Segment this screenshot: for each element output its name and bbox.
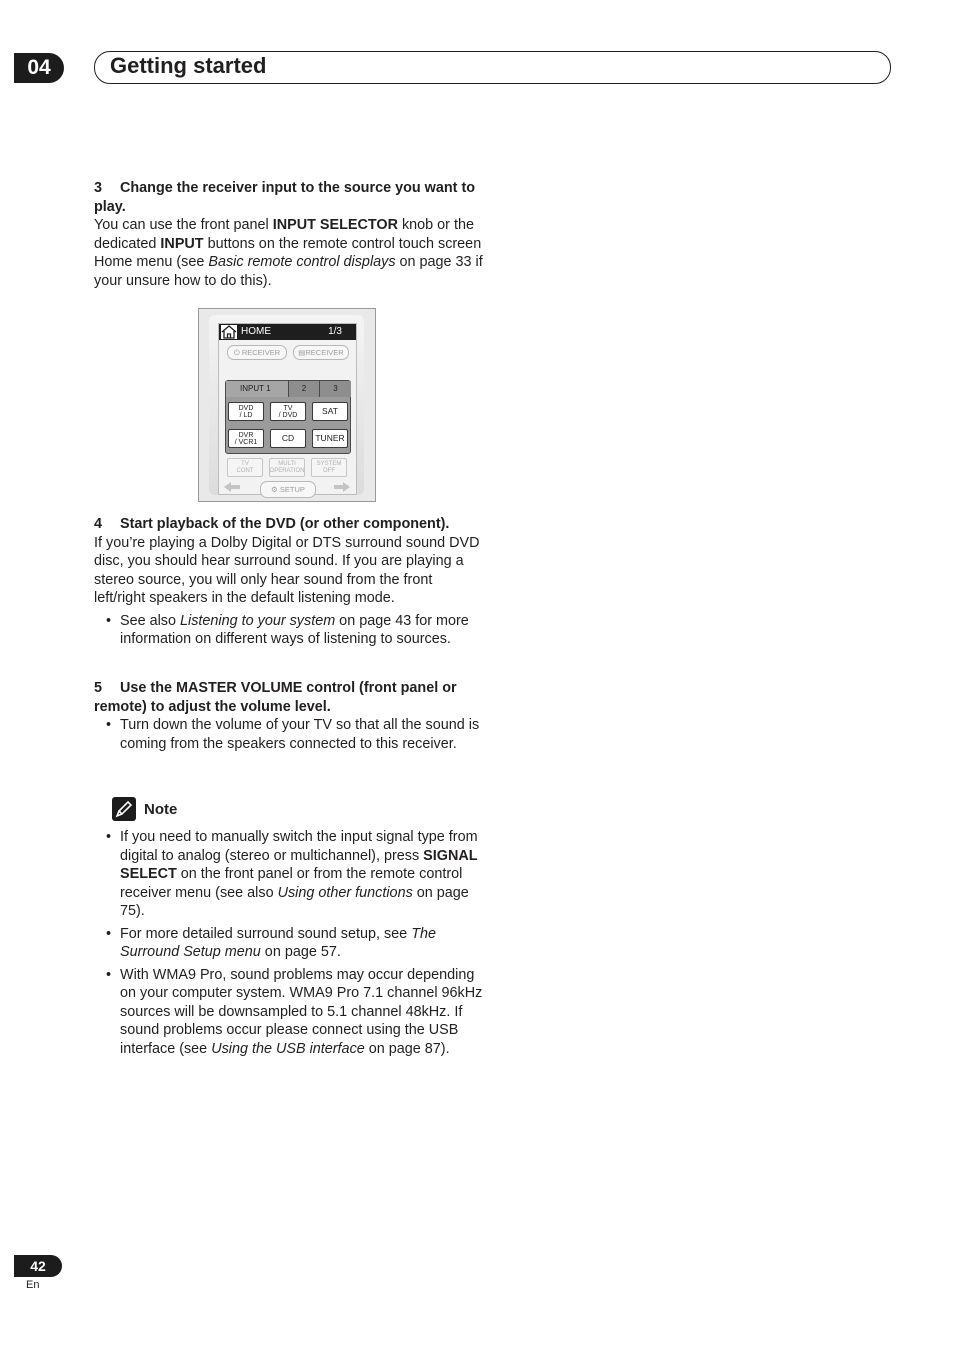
tuner-button: TUNER (312, 429, 348, 448)
tab-input-2: 2 (288, 381, 319, 397)
note-list (94, 828, 484, 1062)
chapter-title-box (94, 51, 891, 84)
step-4-heading: 4 Start playback of the DVD (or other component). (94, 516, 450, 532)
receiver-power-button: ⏻ RECEIVER (227, 345, 287, 360)
step-5-heading: 5 Use the MASTER VOLUME control (front panel or remote) to adjust the volume level. (94, 680, 457, 715)
list-item: • With WMA9 Pro, sound problems may occur depending on your computer system. WMA9 Pro 7.1 channel 96kHz sources will be downsampled to 5.1 channel 48kHz. If sound problems occur please connect using the USB interface (see Using the USB interface on page 87). (94, 966, 484, 1059)
remote-page-indicator: 1/3 (328, 326, 342, 337)
pencil-note-icon (112, 797, 136, 821)
list-item: • For more detailed surround sound setup, see The Surround Setup menu on page 57. (94, 925, 484, 962)
input-panel (225, 380, 351, 454)
tv-cont-button: TV CONT (227, 458, 263, 477)
remote-illustration (198, 308, 376, 502)
step-4-body: If you’re playing a Dolby Digital or DTS surround sound DVD disc, you should hear surround sound. If you are playing a stereo source, you will only hear sound from the front left/right speakers in the default listening mode. (94, 534, 480, 606)
step-4 (94, 515, 484, 653)
step-3-body: You can use the front panel INPUT SELECTOR knob or the dedicated INPUT buttons on the remote control touch screen Home menu (see Basic remote control displays on page 33 if your unsure how to do this). (94, 217, 483, 289)
sat-button: SAT (312, 402, 348, 421)
tv-dvd-button: TV / DVD (270, 402, 306, 421)
step-5 (94, 679, 484, 757)
cd-button: CD (270, 429, 306, 448)
home-icon (221, 325, 237, 339)
system-off-button: SYSTEM OFF (311, 458, 347, 477)
left-arrow-icon (223, 481, 241, 493)
receiver-menu-button: ▤RECEIVER (293, 345, 349, 360)
remote-home-title: HOME (241, 326, 271, 337)
language-code: En (26, 1279, 40, 1291)
multi-operation-button: MULTI OPERATION (269, 458, 305, 477)
tab-input-3: 3 (319, 381, 351, 397)
remote-touch-screen (218, 323, 357, 495)
list-item: • See also Listening to your system on page 43 for more information on different ways of listening to sources. (94, 612, 484, 649)
remote-icon: ▤ (298, 348, 306, 357)
list-item: • Turn down the volume of your TV so that all the sound is coming from the speakers connected to this receiver. (94, 716, 484, 753)
remote-home-header (219, 324, 356, 340)
list-item: • If you need to manually switch the input signal type from digital to analog (stereo or multichannel), press SIGNAL SELECT on the front panel or from the remote control receiver menu (see also Using other functions on page 75). (94, 828, 484, 921)
note-label: Note (144, 801, 178, 818)
dvr-vcr1-button: DVR / VCR1 (228, 429, 264, 448)
power-icon: ⏻ (233, 348, 240, 357)
step-3 (94, 179, 484, 290)
dvd-ld-button: DVD / LD (228, 402, 264, 421)
chapter-title: Getting started (110, 53, 267, 78)
setup-icon: ⚙ (271, 485, 278, 494)
tab-input-1: INPUT 1 (226, 381, 288, 397)
right-arrow-icon (333, 481, 351, 493)
setup-button: ⚙ SETUP (260, 481, 316, 498)
step-3-heading: 3 Change the receiver input to the source you want to play. (94, 180, 476, 215)
page-number: 42 (14, 1255, 62, 1277)
chapter-number: 04 (14, 53, 64, 83)
